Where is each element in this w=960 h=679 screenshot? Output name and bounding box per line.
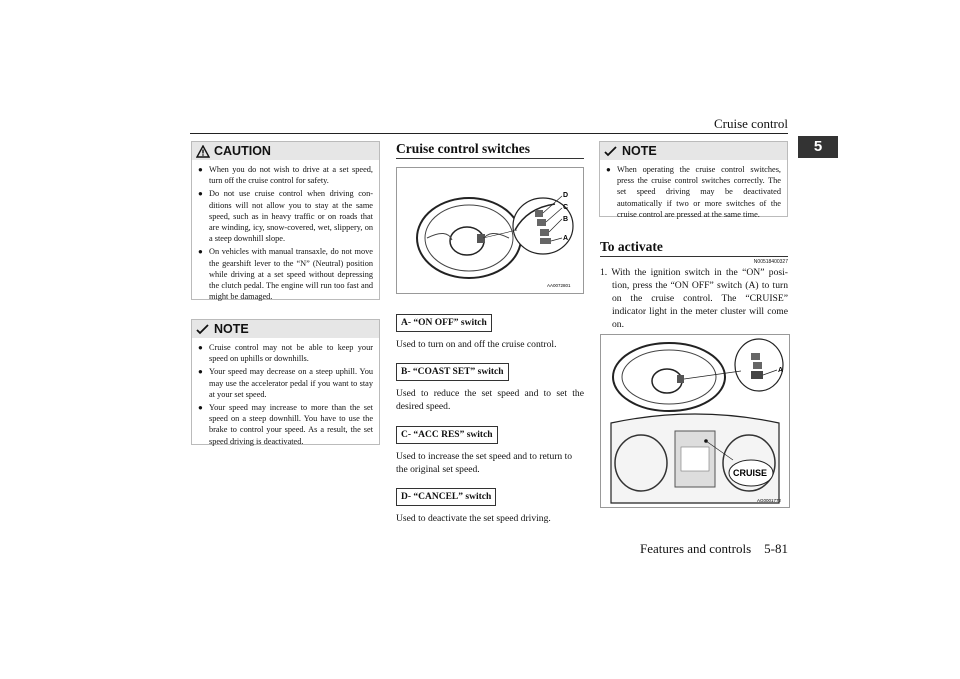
cruise-indicator-figure: [600, 334, 790, 508]
note-title-left: NOTE: [214, 322, 249, 336]
switches-section-title: Cruise control switches: [396, 141, 530, 156]
figure-code-right: AG0001772: [757, 498, 782, 503]
running-header-title: Cruise control: [713, 116, 788, 131]
caution-item: ● When you do not wish to drive at a set speed, turn off the cruise control for safety.: [198, 164, 373, 186]
caution-list: [192, 160, 379, 308]
steering-wheel-figure: [396, 167, 584, 294]
caution-item: ● Do not use cruise control when driving con-ditions will not allow you to stay at the same speed, such as in heavy traffic or on roads that are winding, icy, snow-covered, wet, slippery, on a steep downhill slope.: [198, 188, 373, 244]
switches-title-rule: [396, 158, 584, 159]
note-item: ● Your speed may decrease on a steep uphill. You may use the accelerator pedal if you want to stay at your set speed.: [198, 366, 373, 400]
note-heading-right: [600, 142, 787, 160]
note-box-left: [191, 319, 380, 445]
note-item: ● When operating the cruise control switches, press the cruise control switches correctly. The set speed driving may be deactivated automatically if two or more switches of the cruise control are pressed at the same time.: [606, 164, 781, 220]
note-box-right: [599, 141, 788, 217]
caution-title: CAUTION: [214, 144, 271, 158]
caution-box: [191, 141, 380, 300]
figure-letter-a-right: A: [778, 367, 784, 374]
cruise-indicator-illustration: [601, 335, 789, 507]
cruise-indicator-text: CRUISE: [733, 468, 768, 478]
warning-triangle-icon: [196, 145, 210, 158]
note-list-left: [192, 338, 379, 453]
note-list-right: [600, 160, 787, 226]
note-pencil-icon: [604, 145, 618, 157]
note-item: ● Your speed may increase to more than the set speed on a steep downhill. You have to use the brake to control your speed. As a result, the set speed driving is deactivated.: [198, 402, 373, 447]
steering-wheel-illustration: [397, 168, 583, 293]
note-heading-left: [192, 320, 379, 338]
activate-title-rule: [600, 256, 788, 257]
caution-item: ● On vehicles with manual transaxle, do not move the gearshift lever to the “N” (Neutral) position while driving at a set speed without depressing the clutch pedal. The engine will run too fast and might be damaged.: [198, 246, 373, 302]
switch-label-d: D- “CANCEL” switch: [396, 488, 496, 506]
activate-section-title: To activate: [600, 239, 663, 254]
figure-letter-d: D: [563, 192, 569, 199]
figure-code: AA0072801: [547, 283, 571, 288]
note-title-right: NOTE: [622, 144, 657, 158]
note-item: ● Cruise control may not be able to keep your speed on uphills or downhills.: [198, 342, 373, 364]
chapter-tab: 5: [798, 136, 838, 158]
switch-label-c: C- “ACC RES” switch: [396, 426, 498, 444]
switch-desc-d: Used to deactivate the set speed driving.: [396, 513, 551, 524]
switch-desc-c: Used to increase the set speed and to return to the original set speed.: [396, 451, 573, 475]
switch-desc-b: Used to reduce the set speed and to set the desired speed.: [396, 388, 584, 412]
page-footer: Features and controls 5-81: [639, 541, 788, 556]
switch-desc-a: Used to turn on and off the cruise control.: [396, 339, 557, 350]
header-rule: [190, 133, 788, 134]
switch-label-a: A- “ON OFF” switch: [396, 314, 492, 332]
section-code: N00518400327: [753, 259, 788, 265]
switch-label-b: B- “COAST SET” switch: [396, 363, 509, 381]
activate-step-1: 1. With the ignition switch in the “ON” posi-tion, press the “ON OFF” switch (A) to turn on the cruise control. The “CRUISE” indicator light in the meter cluster will come on.: [600, 267, 788, 330]
note-pencil-icon: [196, 323, 210, 335]
figure-letter-a: A: [563, 235, 569, 242]
figure-letter-c: C: [563, 204, 569, 211]
caution-heading: [192, 142, 379, 160]
figure-letter-b: B: [563, 216, 569, 223]
